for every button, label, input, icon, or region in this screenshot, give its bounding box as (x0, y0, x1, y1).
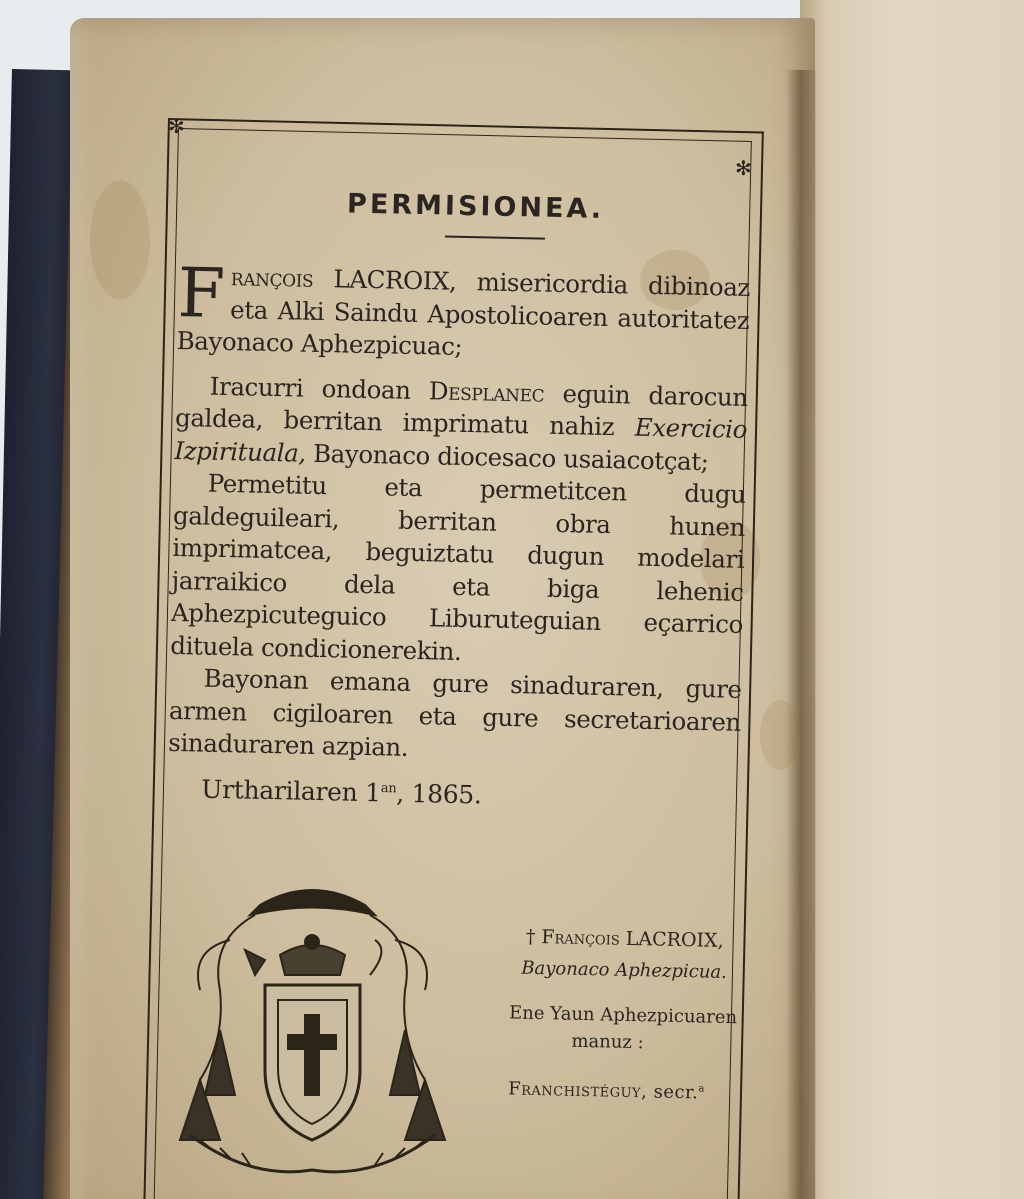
request-end: Bayonaco diocesaco usaiacotçat; (312, 438, 709, 476)
date-text: Urtharilaren 1 (201, 774, 382, 807)
mandate-line-1: Ene Yaun Aphezpicuaren (508, 1002, 738, 1029)
permission-text (167, 185, 752, 814)
paragraph-intro (176, 253, 751, 369)
bishop-title: Bayonaco Aphezpicua. (521, 957, 728, 983)
request-mid: eguin darocun galdea, berritan imprimatu nahiz (174, 378, 749, 442)
paragraph-request (174, 369, 748, 478)
date-superscript: an (380, 780, 397, 796)
request-start: Iracurri ondoan (209, 371, 411, 405)
bishop-first-name: François (541, 926, 620, 950)
cross-icon: † (525, 925, 536, 948)
stain (90, 180, 150, 300)
intro-name: rançois (230, 262, 314, 293)
secretary-abbrev: secr. (653, 1081, 699, 1104)
book-gutter (786, 70, 816, 1199)
intro-surname: LACROIX (333, 264, 450, 296)
intro-rest: , misericordia dibinoaz eta Alki Saindu Apostolicoaren autoritatez Bayonaco Aphezpicuac; (176, 266, 751, 361)
corner-ornament-icon: ✻ (735, 156, 752, 180)
stain (760, 700, 800, 770)
bishop-last-name: LACROIX, (625, 927, 724, 952)
drop-cap: F (176, 253, 226, 334)
coat-of-arms-icon (170, 880, 455, 1180)
signature-block (486, 925, 760, 1105)
secretary-superscript: a (698, 1083, 706, 1095)
title-rule (445, 236, 545, 240)
mandate-line-2: manuz : (571, 1030, 644, 1054)
paragraph-permission: Permetitu eta permetitcen dugu galdeguileari, berritan obra hunen imprimatcea, beguiztatu dugun modelari jarraikico dela eta biga lehenic Aphezpicuteguico Liburuteguian eçarrico dituela condicionerekin. (170, 468, 746, 666)
request-book-title: Exercicio Izpirituala, (174, 412, 748, 468)
bishop-name (490, 925, 760, 953)
page-title: PERMISIONEA. (346, 188, 605, 225)
secretary-name: Franchistéguy, (507, 1078, 648, 1103)
date-year: , 1865. (395, 778, 482, 809)
paragraph-given: Bayonan emana gure sinaduraren, gure armen cigiloaren eta gure secretarioaren sinaduraren azpian. (168, 663, 742, 762)
corner-ornament-icon: ✻ (168, 114, 185, 138)
right-page (800, 0, 1024, 1199)
request-name: Desplanec (428, 375, 545, 408)
